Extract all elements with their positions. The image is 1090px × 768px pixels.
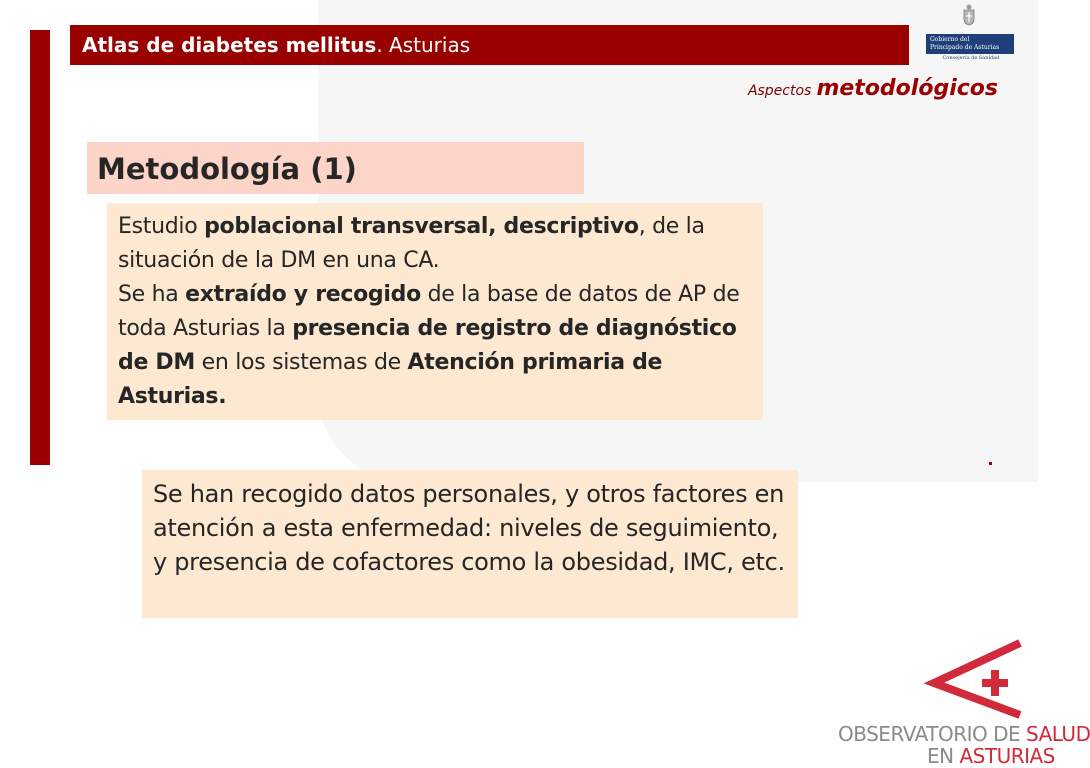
section-subtitle [748, 76, 998, 101]
header-title-rest: . Asturias [376, 33, 471, 57]
observatorio-line2-b: ASTURIAS [959, 744, 1055, 768]
box1-text-3: , de la situación de la DM en una CA. [118, 214, 705, 273]
text-box-data-collected [142, 470, 798, 618]
observatorio-line1-b: SALUD [1026, 722, 1090, 746]
header-bar [70, 25, 909, 65]
box1-text-1: Estudio [118, 214, 205, 239]
box1-text-9: Atención primaria de Asturias. [118, 350, 663, 409]
text-box-methodology [107, 203, 763, 420]
gobierno-box [926, 34, 1014, 54]
header-title-bold: Atlas de diabetes mellitus [82, 33, 377, 57]
page-title: Metodología (1) [87, 142, 584, 194]
gobierno-logo [924, 4, 1014, 62]
subtitle-big: metodológicos [816, 76, 998, 101]
subtitle-small: Aspectos [747, 83, 812, 99]
coat-of-arms-icon [962, 4, 976, 26]
box1-text-4: Se ha [118, 282, 186, 307]
box1-text-2: poblacional transversal, descriptivo [204, 214, 639, 239]
observatorio-line1 [838, 722, 1090, 746]
box1-text-7: presencia de registro de diagnóstico de DM [118, 316, 737, 375]
observatorio-line2-a: EN [927, 744, 960, 768]
box1-text-8: en los sistemas de [194, 350, 408, 375]
box1-text-5: extraído y recogido [185, 282, 421, 307]
gobierno-line3: Consejería de Sanidad [942, 55, 1000, 61]
observatorio-line1-a: OBSERVATORIO DE [838, 722, 1027, 746]
observatorio-line2 [927, 744, 1055, 768]
left-accent-bar [30, 30, 50, 465]
gobierno-line1: Gobierno del [930, 36, 970, 43]
gobierno-line2: Principado de Asturias [930, 44, 1000, 51]
box1-text-6: de la base de datos de AP de toda Asturias la [118, 282, 740, 341]
decorative-mark [989, 462, 992, 465]
box2-text: Se han recogido datos personales, y otros factores en atención a esta enfermedad: niveles de seguimiento, y presencia de cofactores como la obesidad, IMC, etc. [153, 480, 785, 576]
